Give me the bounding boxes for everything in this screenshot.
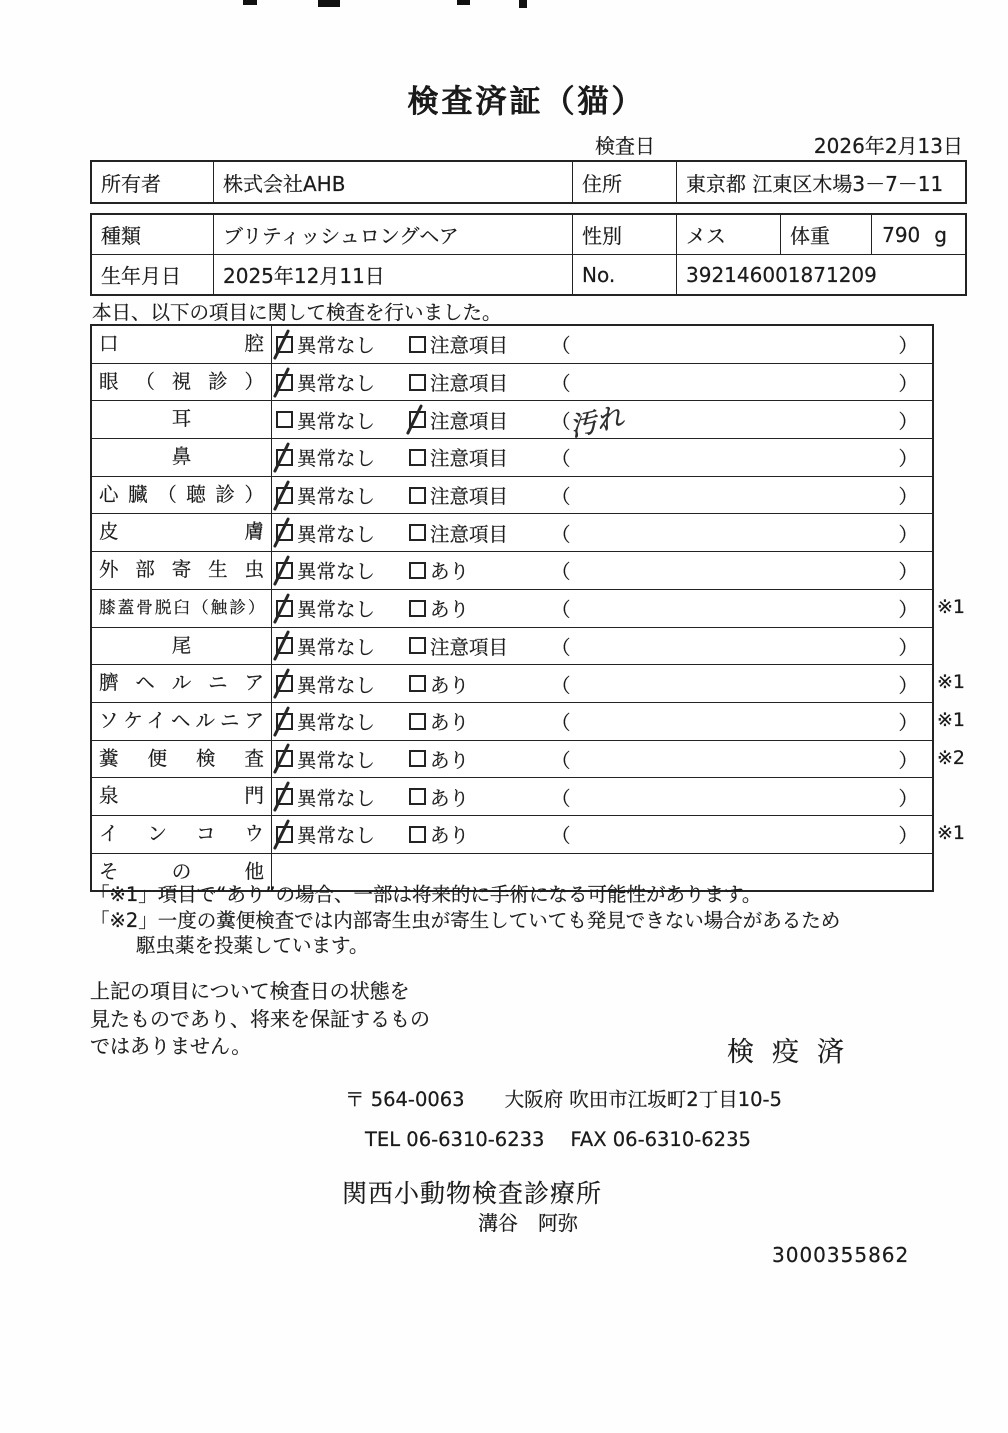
pet-info-row-1 [92, 215, 965, 254]
exam-item-label: 膝蓋骨脱臼（触診） [92, 590, 272, 627]
checkbox-icon [409, 637, 426, 654]
checkbox-label: 異常なし [297, 409, 376, 433]
paren-open: （ [551, 824, 571, 848]
scan-artifact [243, 0, 257, 5]
checkbox-icon [409, 562, 426, 579]
footnote-1: 「※1」項目で“あり”の場合、一部は将来的に手術になる可能性があります。 [90, 883, 762, 906]
pet-info-table [90, 213, 967, 296]
remarks-area [547, 330, 932, 358]
weight-label-cell: 体重 [780, 215, 871, 254]
checkbox-icon [276, 336, 293, 353]
exam-row [92, 777, 932, 815]
sex-label-cell: 性別 [572, 215, 676, 254]
paren-open: （ [551, 485, 571, 509]
checkbox-icon [276, 750, 293, 767]
no-value-cell: 392146001871209 [676, 255, 965, 294]
checkbox-icon [409, 524, 426, 541]
checkbox-icon [276, 524, 293, 541]
exam-row-footnote: ※1 [937, 595, 966, 618]
checkbox-attention [409, 670, 547, 698]
exam-item-label: 糞便検査 [92, 741, 272, 778]
checkbox-label: 異常なし [297, 334, 376, 358]
exam-item-label: 外部寄生虫 [92, 552, 272, 589]
owner-value-cell: 株式会社AHB [213, 162, 572, 202]
exam-row-content [272, 590, 932, 627]
checkbox-icon [409, 487, 426, 504]
checkbox-no-abnormality [272, 632, 409, 660]
paren-open: （ [551, 673, 571, 697]
checkbox-no-abnormality [272, 406, 409, 434]
paren-open: （ [551, 372, 571, 396]
exam-row [92, 400, 932, 443]
checkbox-icon [276, 675, 293, 692]
exam-row-footnote: ※1 [937, 821, 966, 844]
checkbox-label: 注意項目 [430, 522, 509, 546]
checkbox-label: あり [430, 748, 470, 772]
exam-row-content [272, 439, 932, 476]
exam-row-footnote: ※1 [937, 708, 966, 731]
birth-label-cell: 生年月日 [101, 264, 181, 288]
exam-item-label: 尾 [92, 628, 272, 665]
paren-close: ） [898, 598, 918, 622]
clinic-tel: TEL 06-6310-6233 [365, 1128, 545, 1151]
checkbox-label: あり [430, 560, 470, 584]
checkbox-icon [276, 411, 293, 428]
exam-row-content [272, 514, 932, 551]
weight-value: 790 [882, 222, 921, 247]
checkbox-label: 異常なし [297, 786, 376, 810]
checkbox-no-abnormality [272, 745, 409, 773]
paren-close: ） [898, 635, 918, 659]
exam-row-footnote: ※2 [937, 746, 966, 769]
remarks-area [547, 556, 932, 584]
disclaimer-line-1: 上記の項目について検査日の状態を [90, 979, 410, 1003]
exam-item-label: 鼻 [92, 439, 272, 476]
checkbox-attention [409, 745, 547, 773]
checkbox-no-abnormality [272, 820, 409, 848]
owner-table [90, 160, 967, 204]
scan-artifact [457, 0, 470, 5]
exam-row [92, 627, 932, 665]
exam-item-label: 臍ヘルニア [92, 665, 272, 702]
checkbox-no-abnormality [272, 556, 409, 584]
exam-item-label: 口腔 [92, 326, 272, 363]
checkbox-icon [276, 562, 293, 579]
checkbox-icon [276, 600, 293, 617]
checkbox-label: あり [430, 598, 470, 622]
no-label-cell: No. [572, 255, 676, 294]
checkbox-label: 注意項目 [430, 485, 509, 509]
exam-row-content [272, 778, 932, 815]
scan-artifact [519, 0, 527, 8]
checkbox-icon [409, 336, 426, 353]
paren-open: （ [551, 560, 571, 584]
exam-row-content [272, 477, 932, 514]
clinic-address: 大阪府 吹田市江坂町2丁目10-5 [504, 1088, 782, 1111]
checkbox-label: あり [430, 786, 470, 810]
remarks-area [547, 820, 932, 848]
exam-row [92, 589, 966, 627]
exam-row [92, 438, 932, 476]
clinic-phone-row [365, 1128, 751, 1151]
checkbox-attention [409, 707, 547, 735]
checkbox-icon [276, 637, 293, 654]
exam-row-content [272, 816, 932, 853]
disclaimer-line-3: ではありません。 [90, 1034, 252, 1058]
disclaimer-text [90, 978, 430, 1061]
paren-close: ） [898, 485, 918, 509]
exam-item-label: 眼（視診） [92, 364, 272, 401]
paren-close: ） [898, 824, 918, 848]
checkbox-label: 異常なし [297, 560, 376, 584]
remarks-area [547, 401, 932, 443]
checkbox-label: 注意項目 [430, 635, 509, 659]
exam-row [92, 513, 932, 551]
exam-item-label: 耳 [92, 401, 272, 438]
clinic-name: 関西小動物検査診療所 [342, 1179, 603, 1208]
checkbox-label: 異常なし [297, 635, 376, 659]
checkbox-label: 注意項目 [430, 334, 509, 358]
checkbox-no-abnormality [272, 670, 409, 698]
disclaimer-line-2: 見たものであり、将来を保証するもの [90, 1006, 430, 1031]
remarks-area [547, 670, 932, 698]
exam-row-content [272, 665, 932, 702]
checkbox-label: 異常なし [297, 598, 376, 622]
exam-row [92, 326, 932, 363]
clinic-postal-code: 〒 564-0063 [345, 1088, 465, 1111]
checkbox-no-abnormality [272, 481, 409, 509]
exam-table [90, 324, 966, 892]
sex-value-cell: メス [676, 215, 780, 254]
clinic-fax: FAX 06-6310-6235 [570, 1128, 751, 1151]
checkbox-label: 注意項目 [430, 372, 509, 396]
exam-row [92, 476, 932, 514]
intro-text: 本日、以下の項目に関して検査を行いました。 [92, 301, 502, 324]
checkbox-icon [276, 826, 293, 843]
footnote-2-line1: 「※2」一度の糞便検査では内部寄生虫が寄生していても発見できない場合があるため [90, 909, 841, 932]
paren-open: （ [551, 522, 571, 546]
checkbox-icon [409, 713, 426, 730]
checkbox-label: 異常なし [297, 748, 376, 772]
checkbox-attention [409, 368, 547, 396]
checkbox-icon [409, 788, 426, 805]
checkbox-label: あり [430, 673, 470, 697]
exam-row-content [272, 552, 932, 589]
checkbox-icon [276, 713, 293, 730]
checkbox-no-abnormality [272, 330, 409, 358]
checkbox-icon [276, 374, 293, 391]
checkbox-icon [409, 411, 426, 428]
checkbox-no-abnormality [272, 519, 409, 547]
weight-value-cell [871, 215, 965, 254]
exam-item-label: インコウ [92, 816, 272, 853]
remarks-area [547, 594, 932, 622]
breed-value-cell: ブリティッシュロングヘア [213, 215, 572, 254]
exam-row-content [272, 741, 932, 778]
checkbox-label: 異常なし [297, 447, 376, 471]
exam-item-label: ソケイヘルニア [92, 703, 272, 740]
paren-open: （ [551, 447, 571, 471]
checkbox-icon [276, 449, 293, 466]
remarks-area [547, 481, 932, 509]
checkbox-no-abnormality [272, 707, 409, 735]
remarks-area [547, 783, 932, 811]
exam-row [92, 702, 966, 740]
paren-open: （ [551, 786, 571, 810]
exam-row [92, 551, 932, 589]
checkbox-label: 異常なし [297, 485, 376, 509]
checkbox-label: 異常なし [297, 673, 376, 697]
remarks-area [547, 632, 932, 660]
owner-label-cell: 所有者 [101, 171, 161, 196]
checkbox-icon [409, 374, 426, 391]
checkbox-attention [409, 443, 547, 471]
checkbox-attention [409, 481, 547, 509]
checkbox-label: 異常なし [297, 824, 376, 848]
paren-close: ） [898, 560, 918, 584]
document-number: 3000355862 [772, 1243, 910, 1267]
weight-unit: g [934, 222, 947, 247]
checkbox-attention [409, 820, 547, 848]
checkbox-attention [409, 406, 547, 434]
checkbox-label: あり [430, 824, 470, 848]
paren-close: ） [898, 334, 918, 358]
checkbox-icon [409, 826, 426, 843]
exam-row [92, 815, 966, 853]
page-title: 検査済証（猫） [407, 84, 646, 120]
paren-open: （ [551, 598, 571, 622]
remarks-area [547, 745, 932, 773]
address-value-cell: 東京都 江東区木場3－7－11 [676, 162, 965, 202]
paren-open: （ [551, 711, 571, 735]
paren-close: ） [898, 447, 918, 471]
exam-row-content [272, 628, 932, 665]
checkbox-icon [409, 750, 426, 767]
checkbox-label: あり [430, 711, 470, 735]
checkbox-label: 注意項目 [430, 447, 509, 471]
exam-item-label: 皮膚 [92, 514, 272, 551]
checkbox-attention [409, 783, 547, 811]
exam-row [92, 664, 966, 702]
remarks-area [547, 707, 932, 735]
address-label-cell: 住所 [572, 162, 676, 202]
clinic-address-row [345, 1084, 782, 1112]
paren-open: （ [551, 334, 571, 358]
clinic-person-name: 溝谷 阿弥 [478, 1211, 578, 1235]
inspection-date-value: 2026年2月13日 [813, 134, 963, 158]
remarks-area [547, 519, 932, 547]
checkbox-icon [276, 487, 293, 504]
checkbox-no-abnormality [272, 368, 409, 396]
checkbox-attention [409, 632, 547, 660]
exam-row-content [272, 703, 932, 740]
checkbox-label: 異常なし [297, 372, 376, 396]
footnote-2-line2: 駆虫薬を投薬しています。 [136, 934, 369, 957]
scan-artifact [318, 0, 340, 7]
paren-close: ） [898, 673, 918, 697]
breed-label-cell: 種類 [101, 224, 141, 248]
checkbox-icon [409, 449, 426, 466]
checkbox-icon [409, 675, 426, 692]
checkbox-icon [276, 788, 293, 805]
checkbox-no-abnormality [272, 443, 409, 471]
paren-close: ） [898, 409, 918, 433]
paren-close: ） [898, 748, 918, 772]
paren-close: ） [898, 711, 918, 735]
paren-close: ） [898, 522, 918, 546]
exam-row [92, 740, 966, 778]
quarantine-stamp: 検疫済 [727, 1037, 862, 1068]
exam-row [92, 363, 932, 401]
checkbox-attention [409, 594, 547, 622]
paren-close: ） [898, 786, 918, 810]
paren-close: ） [898, 372, 918, 396]
paren-open: （ [551, 409, 571, 433]
checkbox-label: 異常なし [297, 522, 376, 546]
birth-value-cell: 2025年12月11日 [213, 255, 572, 294]
remarks-area [547, 368, 932, 396]
checkbox-attention [409, 519, 547, 547]
handwritten-note: 汚れ [566, 401, 627, 443]
inspection-date-row [90, 130, 963, 159]
inspection-date-label: 検査日 [595, 134, 655, 158]
exam-item-label: 心臓（聴診） [92, 477, 272, 514]
checkbox-label: 注意項目 [430, 409, 509, 433]
exam-row-content [272, 326, 932, 363]
checkbox-icon [409, 600, 426, 617]
checkbox-no-abnormality [272, 783, 409, 811]
exam-row-content [272, 401, 932, 443]
checkbox-attention [409, 330, 547, 358]
checkbox-label: 異常なし [297, 711, 376, 735]
exam-row-footnote: ※1 [937, 671, 966, 694]
remarks-area [547, 443, 932, 471]
paren-open: （ [551, 748, 571, 772]
exam-item-label: その他 [92, 854, 272, 891]
exam-row-content [272, 364, 932, 401]
paren-open: （ [551, 635, 571, 659]
checkbox-attention [409, 556, 547, 584]
pet-info-row-2 [92, 254, 965, 294]
exam-item-label: 泉門 [92, 778, 272, 815]
checkbox-no-abnormality [272, 594, 409, 622]
